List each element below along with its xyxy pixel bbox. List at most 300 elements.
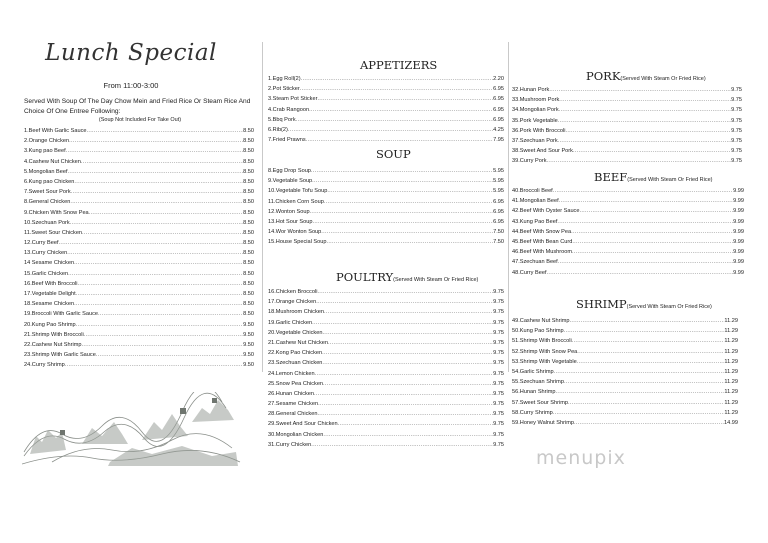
menu-item-name: 23.Shrimp With Garlic Sauce <box>24 352 96 359</box>
menu-item-name: 34.Mongolian Pork <box>512 107 559 114</box>
menu-item-name: 5.Mongolian Beef <box>24 168 68 175</box>
menu-item-name: 12.Wonton Soup <box>268 208 310 215</box>
pork-heading <box>586 69 706 83</box>
menu-item-name: 13.Curry Chicken <box>24 250 68 257</box>
menu-item-price: 6.95 <box>493 198 504 205</box>
dot-leader <box>68 167 244 177</box>
menu-item-name: 5.Bbq Pork <box>268 116 296 123</box>
dot-leader <box>96 350 243 360</box>
menu-item-price: 8.50 <box>243 229 254 236</box>
menu-item-name: 14.Wor Wonton Soup <box>268 229 322 236</box>
menu-item-row <box>24 157 254 167</box>
soup-heading: SOUP <box>376 147 411 161</box>
lunch-special-panel <box>0 0 262 543</box>
menu-item-name: 27.Sesame Chicken <box>268 401 319 408</box>
dot-leader <box>89 208 243 218</box>
menu-item-price: 9.75 <box>493 421 504 428</box>
menu-item-price: 8.50 <box>243 128 254 134</box>
dot-leader <box>306 135 493 145</box>
menu-item-row <box>24 350 254 360</box>
dot-leader <box>84 330 243 340</box>
lunch-intro: Served With Soup Of The Day Chow Mein and Fried Rice Or Steam Rice And Choice Of One Entree Following: <box>24 98 251 115</box>
menu-item-row <box>268 348 504 358</box>
menu-item-price: 9.75 <box>731 117 742 124</box>
dot-leader <box>554 367 725 377</box>
menu-item-name: 8.General Chicken <box>24 199 71 206</box>
dot-leader <box>549 85 731 95</box>
menu-item-row <box>512 136 742 146</box>
menu-item-name: 17.Orange Chicken <box>268 299 317 306</box>
menu-item-row <box>512 217 744 227</box>
menu-item-row <box>512 316 738 326</box>
dot-leader <box>322 348 493 358</box>
dot-leader <box>82 228 243 238</box>
menu-item-price: 8.50 <box>243 250 254 257</box>
menu-item-price: 9.75 <box>493 319 504 326</box>
dot-leader <box>559 95 731 105</box>
menu-item-name: 15.House Special Soup <box>268 239 327 246</box>
dot-leader <box>558 116 731 126</box>
great-wall-illustration <box>22 392 242 468</box>
menu-item-row <box>24 269 254 279</box>
dot-leader <box>323 430 493 440</box>
poultry-title: POULTRY <box>336 270 394 284</box>
menu-item-name: 16.Chicken Broccoli <box>268 289 318 295</box>
menu-item-price: 8.50 <box>243 240 254 247</box>
menu-item-row <box>268 105 504 115</box>
menu-item-price: 8.50 <box>243 199 254 206</box>
dot-leader <box>82 340 244 350</box>
dot-leader <box>579 206 733 216</box>
menu-item-price: 11.29 <box>724 379 738 386</box>
dot-leader <box>87 126 244 136</box>
dot-leader <box>317 409 493 419</box>
menu-item-name: 11.Sweet Sour Chicken <box>24 229 83 236</box>
menu-item-name: 17.Vegetable Delight <box>24 291 76 297</box>
menu-item-row <box>24 248 254 258</box>
menu-item-name: 6.Kung pao Chicken <box>24 178 75 185</box>
menu-item-price: 9.75 <box>731 148 742 155</box>
dot-leader <box>323 379 493 389</box>
menu-item-row <box>512 418 738 428</box>
dot-leader <box>71 187 243 197</box>
menupix-watermark: menupix <box>536 447 626 469</box>
menu-item-name: 47.Szechuan Beef <box>512 259 558 266</box>
menu-item-row <box>268 297 504 307</box>
menu-item-price: 8.50 <box>243 311 254 318</box>
menu-item-price: 5.95 <box>493 178 504 185</box>
menu-item-price: 9.75 <box>493 309 504 316</box>
menu-item-price: 6.95 <box>493 96 504 103</box>
dot-leader <box>300 84 493 94</box>
menu-item-row <box>268 338 504 348</box>
menu-item-price: 9.75 <box>731 107 742 114</box>
menu-item-name: 50.Kung Pao Shrimp <box>512 328 564 335</box>
appetizers-list <box>268 74 504 145</box>
menu-item-row <box>268 358 504 368</box>
menu-item-name: 24.Lemon Chicken <box>268 370 315 377</box>
middle-panel <box>262 0 508 543</box>
menu-item-name: 13.Hot Sour Soup <box>268 218 313 225</box>
menu-item-row <box>512 326 738 336</box>
menu-item-name: 33.Mushroom Pork <box>512 97 560 104</box>
menu-item-name: 37.Szechuan Pork <box>512 137 558 144</box>
menu-item-row <box>24 197 254 207</box>
dot-leader <box>553 408 725 418</box>
poultry-subtitle: (Served With Steam Or Fried Rice) <box>393 277 479 283</box>
dot-leader <box>77 279 243 289</box>
dot-leader <box>559 105 731 115</box>
dot-leader <box>321 227 493 237</box>
appetizers-heading: APPETIZERS <box>360 58 438 72</box>
menu-item-row <box>24 136 254 146</box>
menu-item-row <box>24 320 254 330</box>
menu-item-name: 4.Cashew Nut Chicken <box>24 158 81 165</box>
dot-leader <box>70 218 243 228</box>
dot-leader <box>311 166 493 176</box>
menu-item-name: 20.Vegetable Chicken <box>268 329 323 336</box>
menu-item-row <box>24 340 254 350</box>
menu-item-row <box>24 146 254 156</box>
dot-leader <box>314 389 493 399</box>
menu-item-price: 9.75 <box>731 87 742 93</box>
dot-leader <box>312 217 493 227</box>
dot-leader <box>558 136 731 146</box>
menu-item-price: 8.50 <box>243 270 254 277</box>
menu-item-name: 54.Garlic Shrimp <box>512 368 554 375</box>
menu-item-name: 15.Garlic Chicken <box>24 270 69 277</box>
menu-item-price: 9.99 <box>733 218 744 225</box>
menu-item-name: 3.Steam Pot Sticker <box>268 96 318 103</box>
menu-item-row <box>512 336 738 346</box>
menu-item-name: 39.Curry Pork <box>512 158 547 165</box>
menu-item-name: 42.Beef With Oyster Sauce <box>512 208 580 215</box>
menu-item-name: 43.Kung Pao Beef <box>512 218 558 225</box>
menu-item-row <box>512 377 738 387</box>
dot-leader <box>68 269 243 279</box>
dot-leader <box>328 338 493 348</box>
menu-item-name: 23.Szechuan Chicken <box>268 360 323 367</box>
dot-leader <box>67 248 243 258</box>
menu-item-price: 9.75 <box>493 411 504 418</box>
menu-item-row <box>24 258 254 268</box>
menu-item-row <box>268 318 504 328</box>
menu-item-price: 8.50 <box>243 280 254 287</box>
menu-item-price: 9.50 <box>243 352 254 359</box>
dot-leader <box>70 197 243 207</box>
menu-item-price: 2.20 <box>493 76 504 82</box>
menu-item-price: 7.50 <box>493 229 504 236</box>
menu-item-row <box>512 237 744 247</box>
menu-item-row <box>268 389 504 399</box>
dot-leader <box>76 320 243 330</box>
menu-item-row <box>268 135 504 145</box>
menu-item-name: 30.Mongolian Chicken <box>268 431 324 438</box>
dot-leader <box>65 360 243 370</box>
dot-leader <box>558 257 733 267</box>
menu-item-price: 8.50 <box>243 158 254 165</box>
menu-item-row <box>24 126 254 136</box>
menu-item-price: 11.29 <box>724 318 738 324</box>
menu-item-row <box>268 74 504 84</box>
menu-item-price: 9.75 <box>493 329 504 336</box>
menu-item-name: 9.Chicken With Snow Pea <box>24 209 89 216</box>
dot-leader <box>69 136 243 146</box>
dot-leader <box>296 115 493 125</box>
menu-item-name: 21.Cashew Nut Chicken <box>268 339 329 346</box>
menu-item-price: 8.50 <box>243 219 254 226</box>
menu-item-price: 6.95 <box>493 208 504 215</box>
dot-leader <box>74 177 243 187</box>
dot-leader <box>338 419 493 429</box>
menu-item-row <box>24 279 254 289</box>
beef-list <box>512 186 744 278</box>
menu-item-row <box>24 208 254 218</box>
menu-item-name: 35.Pork Vegetable <box>512 117 558 124</box>
menu-item-price: 9.75 <box>493 370 504 377</box>
menu-item-price: 9.75 <box>493 360 504 367</box>
menu-item-name: 6.Rib(2) <box>268 126 288 133</box>
menu-item-name: 53.Shrimp With Vegetable <box>512 358 577 365</box>
menu-item-row <box>512 257 744 267</box>
menu-item-price: 8.50 <box>243 148 254 155</box>
soup-list <box>268 166 504 248</box>
menu-item-row <box>24 238 254 248</box>
menu-item-name: 41.Mongolian Beef <box>512 198 559 205</box>
dot-leader <box>327 186 493 196</box>
menu-item-price: 9.75 <box>731 137 742 144</box>
menu-item-name: 19.Broccoli With Garlic Sauce <box>24 311 98 318</box>
menu-item-row <box>24 228 254 238</box>
pork-subtitle: (Served With Steam Or Fried Rice) <box>620 76 706 82</box>
beef-title: BEEF <box>594 170 628 184</box>
menu-item-row <box>512 156 742 166</box>
menu-item-price: 9.99 <box>733 198 744 205</box>
dot-leader <box>74 299 243 309</box>
menu-item-name: 44.Beef With Snow Pea <box>512 228 572 235</box>
menu-item-row <box>268 186 504 196</box>
menu-item-row <box>268 419 504 429</box>
lunch-special-title: Lunch Special <box>45 40 217 66</box>
dot-leader <box>322 328 493 338</box>
dot-leader <box>577 347 724 357</box>
menu-item-name: 58.Curry Shrimp <box>512 409 553 416</box>
menu-item-name: 59.Honey Walnut Shrimp <box>512 419 574 426</box>
menu-item-row <box>268 399 504 409</box>
menu-item-name: 40.Broccoli Beef <box>512 188 553 194</box>
menu-item-row <box>268 166 504 176</box>
menu-item-name: 4.Crab Rangoon <box>268 106 310 113</box>
menu-item-name: 14 Sesame Chicken <box>24 260 75 267</box>
dot-leader <box>81 157 243 167</box>
menu-item-price: 11.29 <box>724 389 738 396</box>
pork-list <box>512 85 742 167</box>
menu-item-name: 10.Szechuan Pork <box>24 219 70 226</box>
menu-item-name: 21.Shrimp With Broccoli <box>24 331 84 338</box>
menu-item-row <box>24 167 254 177</box>
dot-leader <box>559 196 733 206</box>
dot-leader <box>568 398 724 408</box>
menu-item-row <box>512 387 738 397</box>
menu-item-row <box>268 430 504 440</box>
menu-item-row <box>268 176 504 186</box>
menu-item-price: 11.29 <box>724 399 738 406</box>
menu-item-price: 8.50 <box>243 168 254 175</box>
lunch-item-list <box>24 126 254 371</box>
menu-item-row <box>512 126 742 136</box>
menu-item-name: 1.Beef With Garlic Sauce <box>24 128 87 134</box>
menu-item-row <box>512 247 744 257</box>
menu-item-row <box>268 115 504 125</box>
dot-leader <box>557 217 733 227</box>
menu-item-row <box>268 237 504 247</box>
shrimp-list <box>512 316 738 428</box>
menu-item-name: 8.Egg Drop Soup <box>268 168 311 174</box>
dot-leader <box>312 318 493 328</box>
menu-item-price: 9.99 <box>733 238 744 245</box>
poultry-list <box>268 287 504 450</box>
menu-item-name: 31.Curry Chicken <box>268 441 312 448</box>
menu-item-price: 5.95 <box>493 188 504 195</box>
dot-leader <box>310 207 494 217</box>
menu-item-row <box>268 287 504 297</box>
menu-item-name: 16.Beef With Broccoli <box>24 280 78 287</box>
dot-leader <box>553 186 733 196</box>
dot-leader <box>556 387 725 397</box>
menu-item-name: 7.Fried Prawns <box>268 137 306 144</box>
dot-leader <box>326 237 493 247</box>
menu-item-price: 6.95 <box>493 116 504 123</box>
dot-leader <box>59 238 244 248</box>
menu-item-name: 38.Sweet And Sour Pork <box>512 148 573 155</box>
menu-item-name: 20.Kung Pao Shrimp <box>24 321 76 328</box>
menu-item-name: 25.Snow Pea Chicken <box>268 380 324 387</box>
menu-item-row <box>512 206 744 216</box>
dot-leader <box>571 227 733 237</box>
menu-item-row <box>24 309 254 319</box>
menu-item-name: 24.Curry Shrimp <box>24 362 65 369</box>
menu-item-price: 11.29 <box>724 409 738 416</box>
menu-item-row <box>24 187 254 197</box>
menu-item-price: 9.50 <box>243 331 254 338</box>
menu-item-name: 9.Vegetable Soup <box>268 178 313 185</box>
menu-item-price: 9.99 <box>733 249 744 256</box>
dot-leader <box>564 377 724 387</box>
menu-item-price: 4.25 <box>493 126 504 133</box>
menu-item-row <box>268 409 504 419</box>
dot-leader <box>74 258 243 268</box>
menu-item-row <box>268 328 504 338</box>
dot-leader <box>572 247 733 257</box>
poultry-heading <box>336 270 478 284</box>
menu-item-price: 8.50 <box>243 138 254 145</box>
dot-leader <box>66 146 243 156</box>
lunch-note: (Soup Not Included For Take Out) <box>98 117 182 123</box>
menu-item-price: 9.75 <box>731 97 742 104</box>
menu-item-name: 29.Sweet And Sour Chicken <box>268 421 338 428</box>
menu-item-price: 9.75 <box>493 441 504 448</box>
menu-item-price: 8.50 <box>243 189 254 196</box>
menu-item-price: 14.99 <box>724 419 738 426</box>
dot-leader <box>572 336 725 346</box>
menu-item-name: 18.Sesame Chicken <box>24 301 75 308</box>
menu-item-price: 9.75 <box>493 289 504 295</box>
menu-item-row <box>512 146 742 156</box>
menu-item-price: 11.29 <box>724 338 738 345</box>
dot-leader <box>317 287 493 297</box>
menu-item-name: 56.Hunan Shrimp <box>512 389 556 396</box>
menu-item-row <box>268 227 504 237</box>
menu-item-price: 8.50 <box>243 209 254 216</box>
menu-item-name: 26.Hunan Chicken <box>268 390 315 397</box>
dot-leader <box>301 74 493 84</box>
menu-item-row <box>24 177 254 187</box>
dot-leader <box>574 418 724 428</box>
menu-item-name: 52.Shrimp With Snow Pea <box>512 348 578 355</box>
shrimp-subtitle: (Served With Steam Or Fried Rice) <box>626 304 712 310</box>
menu-item-price: 6.95 <box>493 106 504 113</box>
dot-leader <box>565 126 731 136</box>
menu-item-name: 45.Beef With Bean Curd <box>512 238 573 245</box>
menu-item-name: 2.Pot Sticker <box>268 86 300 93</box>
pork-title: PORK <box>586 69 621 83</box>
menu-item-row <box>24 289 254 299</box>
dot-leader <box>318 399 493 409</box>
menu-item-name: 2.Orange Chicken <box>24 138 70 145</box>
dot-leader <box>324 307 493 317</box>
lunch-hours: From 11:00-3:00 <box>103 81 159 90</box>
menu-item-name: 1.Egg Roll(2) <box>268 76 301 82</box>
menu-item-name: 10.Vegetable Tofu Soup <box>268 188 328 195</box>
menu-item-name: 12.Curry Beef <box>24 240 59 247</box>
menu-item-name: 18.Mushroom Chicken <box>268 309 324 316</box>
menu-item-name: 49.Cashew Nut Shrimp <box>512 318 570 324</box>
menu-item-row <box>268 207 504 217</box>
menu-item-price: 9.75 <box>731 158 742 165</box>
dot-leader <box>547 268 734 278</box>
menu-item-row <box>24 299 254 309</box>
menu-item-price: 9.75 <box>493 350 504 357</box>
menu-item-row <box>512 398 738 408</box>
menu-item-row <box>268 94 504 104</box>
menu-item-row <box>268 197 504 207</box>
menu-item-row <box>512 268 744 278</box>
dot-leader <box>312 176 493 186</box>
dot-leader <box>324 197 493 207</box>
menu-item-name: 11.Chicken Corn Soup <box>268 198 324 205</box>
menu-item-price: 5.95 <box>493 168 504 174</box>
menu-item-price: 8.50 <box>243 301 254 308</box>
shrimp-title: SHRIMP <box>576 297 627 311</box>
menu-item-price: 6.95 <box>493 218 504 225</box>
menu-item-price: 9.75 <box>493 401 504 408</box>
menu-item-name: 28.General Chicken <box>268 411 318 418</box>
menu-item-row <box>268 125 504 135</box>
menu-item-row <box>512 105 742 115</box>
menu-item-price: 9.75 <box>493 431 504 438</box>
dot-leader <box>76 289 243 299</box>
menu-item-price: 9.50 <box>243 321 254 328</box>
menu-item-row <box>268 440 504 450</box>
menu-item-price: 7.95 <box>493 137 504 144</box>
menu-item-price: 9.75 <box>493 299 504 306</box>
dot-leader <box>547 156 732 166</box>
dot-leader <box>570 316 725 326</box>
menu-item-name: 46.Beef With Mushroom <box>512 249 573 256</box>
menu-item-price: 9.99 <box>733 208 744 215</box>
menu-item-price: 9.75 <box>493 380 504 387</box>
menu-item-row <box>268 307 504 317</box>
